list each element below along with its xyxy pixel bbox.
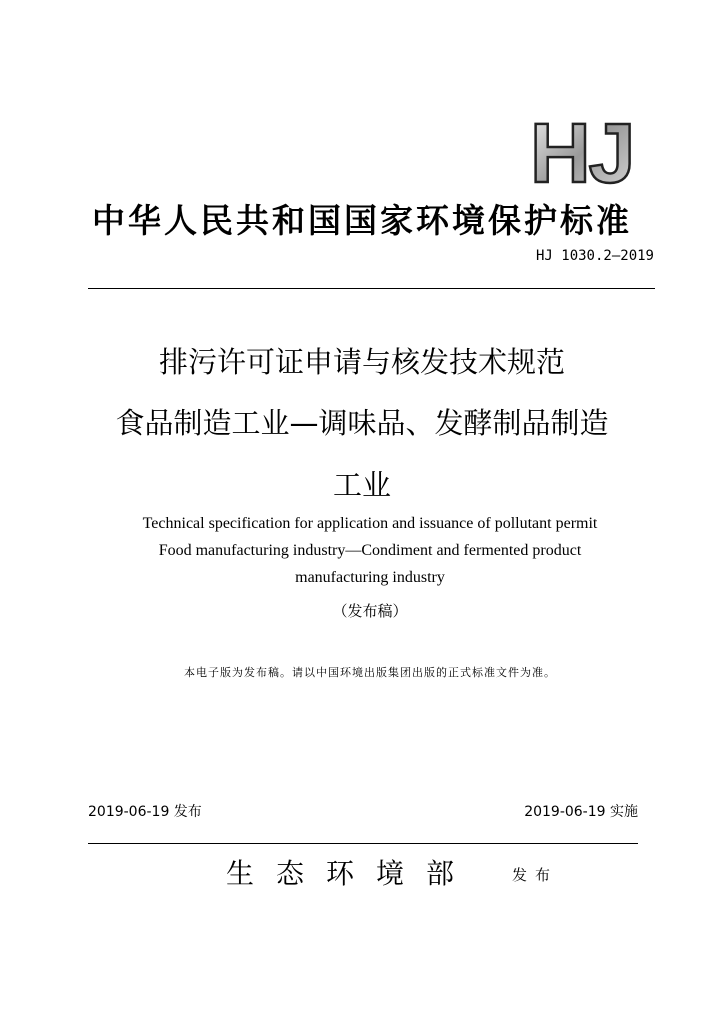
svg-text:HJ: HJ [530,116,634,188]
issuing-organization: 中华人民共和国国家环境保护标准 [92,201,632,240]
english-title-line-2: Food manufacturing industry—Condiment and fermented product [158,542,582,559]
chinese-title-line-2: 食品制造工业—调味品、发酵制品制造 [115,406,609,440]
electronic-version-notice: 本电子版为发布稿。请以中国环境出版集团出版的正式标准文件为准。 [184,666,556,679]
implementation-date: 2019-06-19 实施 [524,804,638,820]
chinese-title-line-3: 工业 [332,468,391,502]
chinese-title-line-1: 排污许可证申请与核发技术规范 [158,345,565,379]
english-title-line-1: Technical specification for application and issuance of pollutant permit [142,515,598,532]
release-date: 2019-06-19 发布 [88,804,202,820]
standard-number: HJ 1030.2—2019 [535,248,654,264]
footer-divider [88,843,638,844]
draft-label: （发布稿） [332,602,408,620]
english-title-line-3: manufacturing industry [295,569,445,586]
issuing-ministry: 生态环境部 [226,857,477,890]
hj-logo [528,116,658,188]
header-divider [88,288,655,289]
publish-label: 发布 [512,866,559,884]
